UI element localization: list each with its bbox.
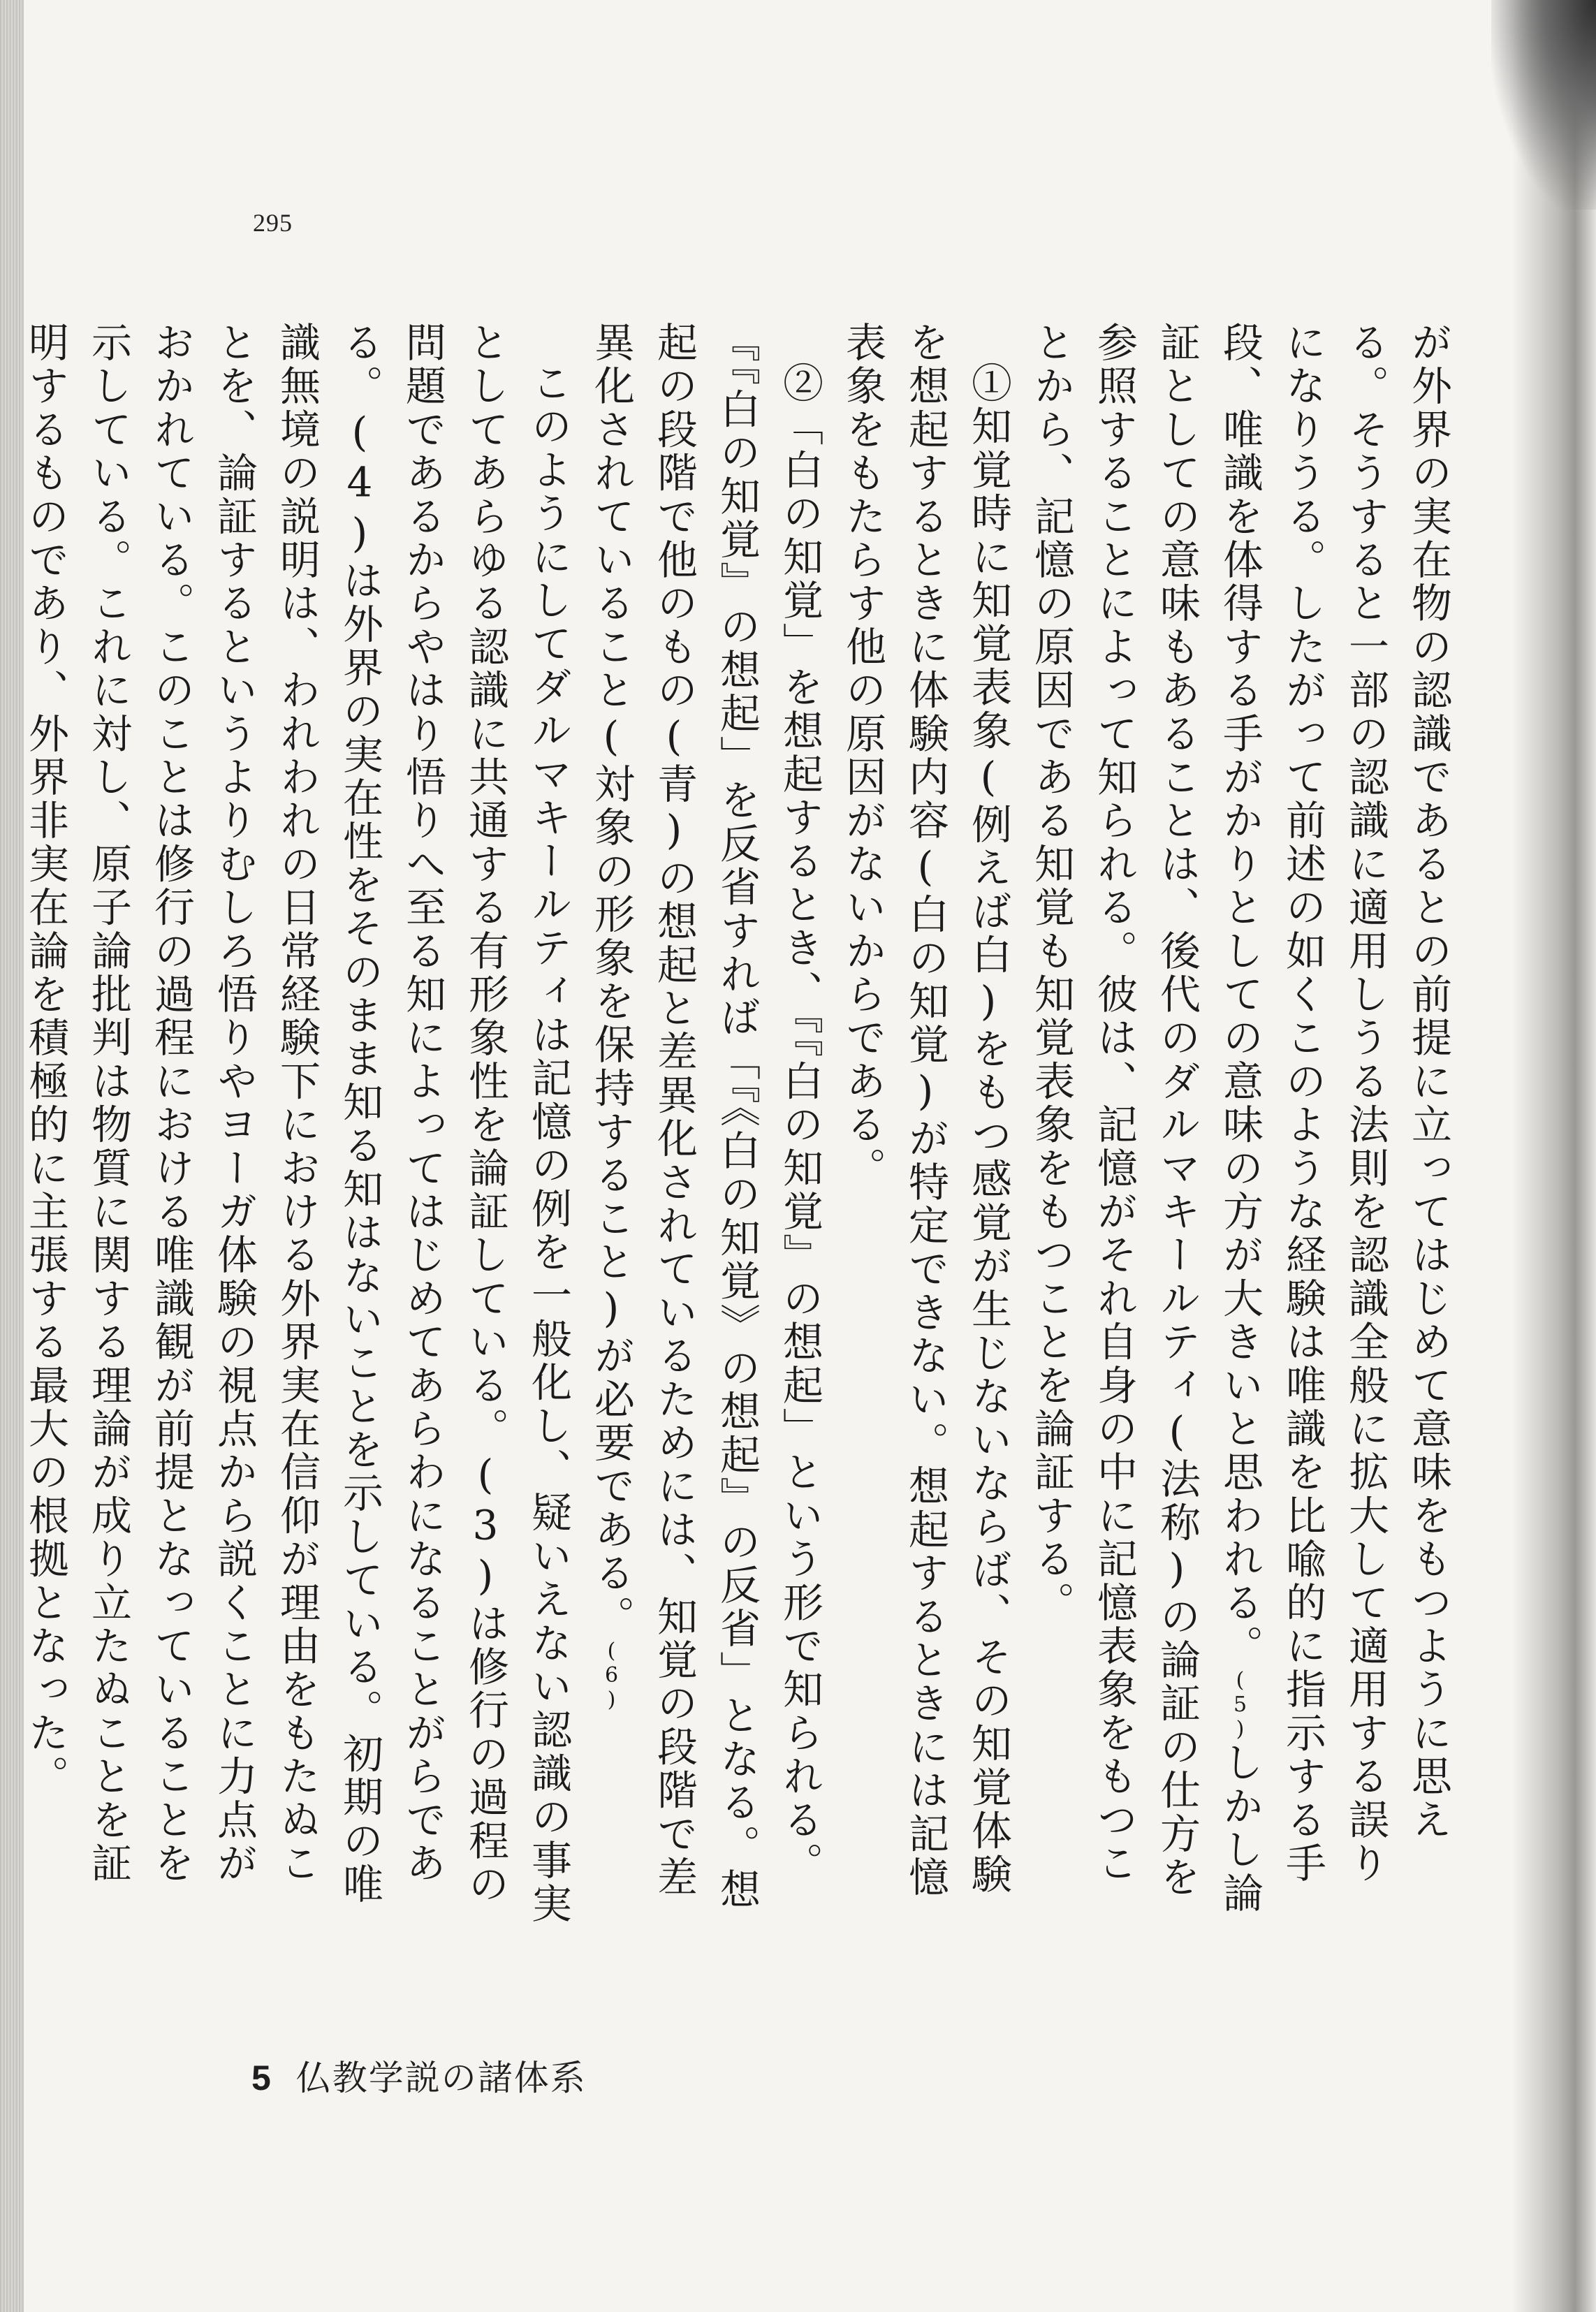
numbered-item xyxy=(580,321,831,1928)
footnote-marker: (6) xyxy=(599,1639,624,1712)
chapter-number: 5 xyxy=(251,2058,271,2098)
paragraph xyxy=(1020,321,1460,1928)
page-number: 295 xyxy=(253,209,293,237)
scan-shadow xyxy=(1512,0,1596,2312)
paragraph-text: しかし論証としての意味もあることは、後代のダルマキールティ(法称)の論証の仕方を参照することによって知られる。彼は、記憶がそれ自身の中に記憶表象をもつことから、記憶の原因である知覚も知覚表象をもつことを論証する。 xyxy=(1027,321,1264,1916)
numbered-item-text: ②「白の知覚」を想起するとき、『『白の知覚』の想起」という形で知られる。『『白の知覚』の想起」を反省すれば「『《白の知覚》の想起』の反省」となる。想起の段階で他のもの(青)の想起と差異化されているためには、知覚の段階で差異化されていること(対象の形象を保持すること)が必要である。 xyxy=(587,321,823,1912)
numbered-item-text: ①知覚時に知覚表象(例えば白)をもつ感覚が生じないならば、その知覚体験を想起するときに体験内容(白の知覚)が特定できない。想起するときには記憶表象をもたらす他の原因がないからである。 xyxy=(839,321,1012,1900)
chapter-title: 仏教学説の諸体系 xyxy=(295,2058,587,2098)
paragraph-text: このようにしてダルマキールティは記憶の例を一般化し、疑いえない認識の事実としてあらゆる認識に共通する有形象性を論証している。(3)は修行の過程の問題であるからやはり悟りへ至る知によってはじめてあらわになることがらである。(4)は外界の実在性をそのまま知る知はないことを示している。初期の唯識無境の説明は、われわれの日常経験下における外界実在信仰が理由をもたぬことを、論証するというよりむしろ悟りやヨーガ体験の視点から説くことに力点がおかれている。このことは修行の過程における唯識観が前提となっていることを示している。これに対し、原子論批判は物質に関する理論が成り立たぬことを証明するものであり、外界非実在論を積極的に主張する最大の根拠となった。 xyxy=(22,321,572,1926)
footnote-marker: (5) xyxy=(1228,1668,1252,1742)
scan-shadow-corner xyxy=(1491,0,1596,210)
numbered-item xyxy=(831,321,1020,1928)
body-text xyxy=(22,321,1460,1928)
running-footer xyxy=(251,2050,587,2100)
paragraph xyxy=(14,321,580,1928)
paragraph-text: が外界の実在物の認識であるとの前提に立ってはじめて意味をもつように思える。そうすると一部の認識に適用しうる法則を認識全般に拡大して適用する誤りになりうる。したがって前述の如くこのような経験は唯識を比喩的に指示する手段、唯識を体得する手がかりとしての意味の方が大きいと思われる。 xyxy=(1216,321,1452,1886)
